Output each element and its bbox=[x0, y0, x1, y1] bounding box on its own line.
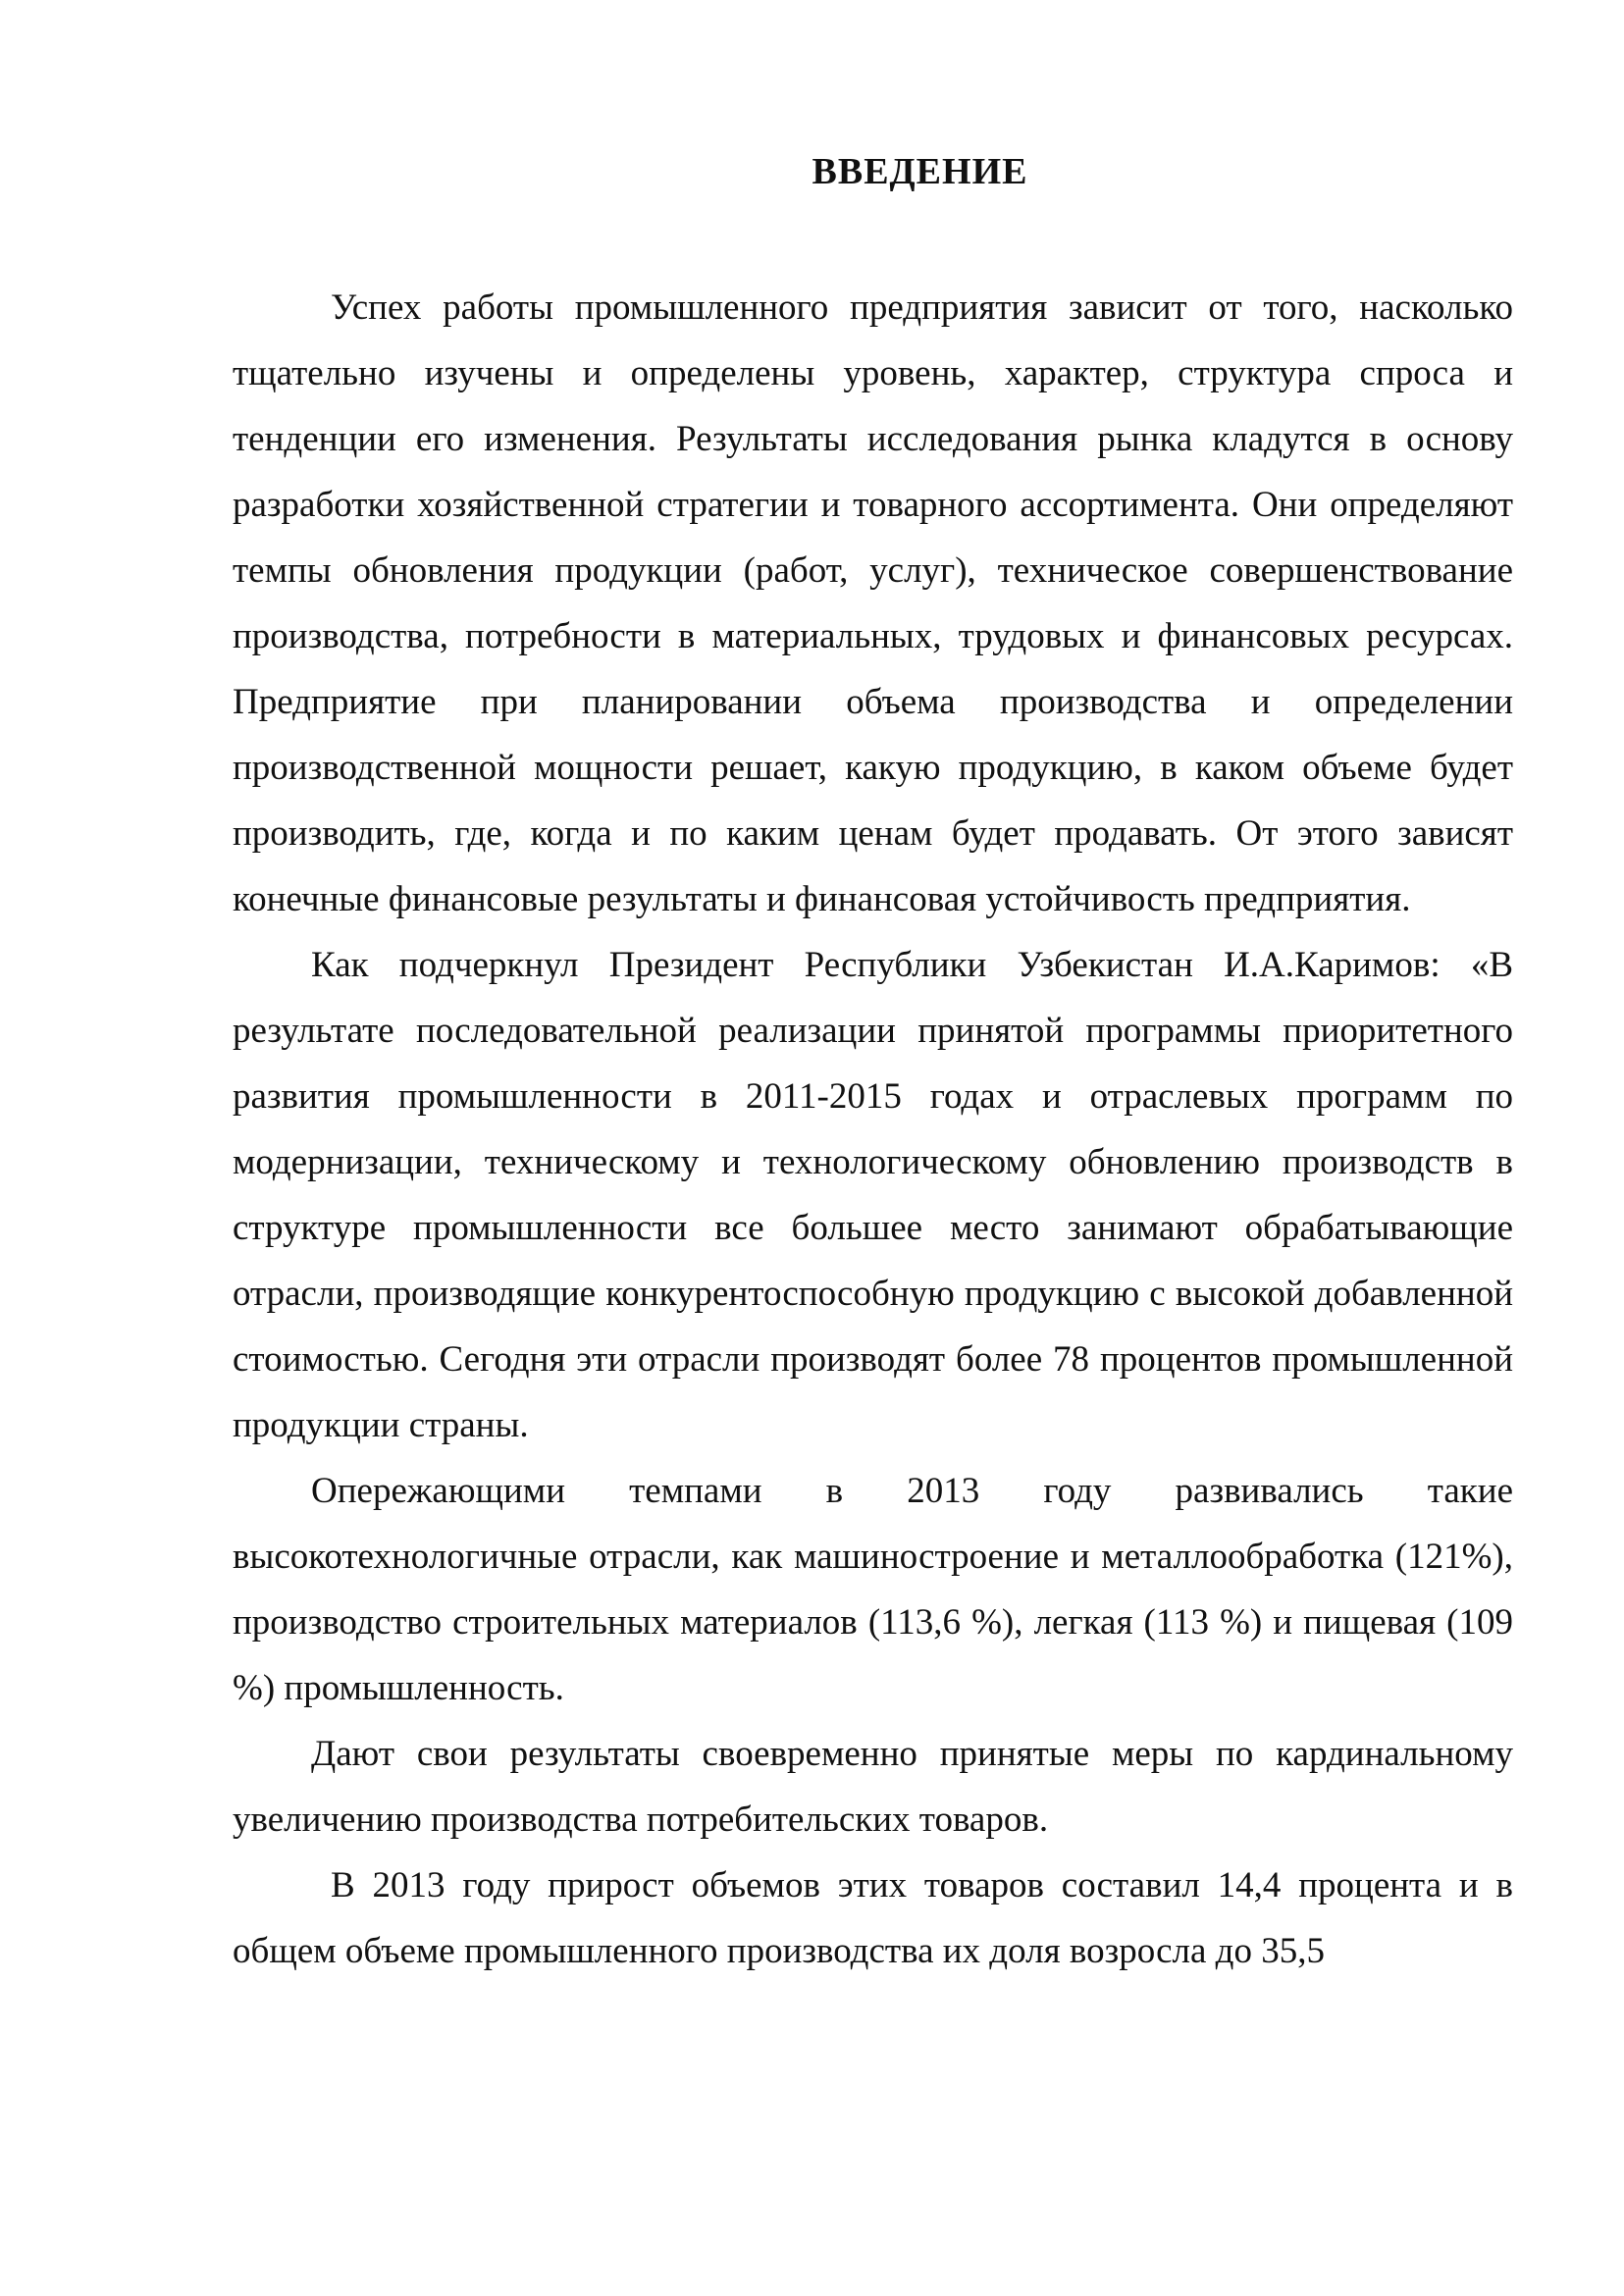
page-title: ВВЕДЕНИЕ bbox=[812, 151, 1028, 192]
paragraph-3: Опережающими темпами в 2013 году развивались такие высокотехнологичные отрасли, как машиностроение и металлообработка (121%), производство строительных материалов (113,6 %), легкая (113 %) и пищевая (109 %) промышленность. bbox=[233, 1471, 1513, 1708]
document-body bbox=[233, 275, 1513, 1984]
paragraph-2: Как подчеркнул Президент Республики Узбекистан И.А.Каримов: «В результате последовательной реализации принятой программы приоритетного развития промышленности в 2011-2015 годах и отраслевых программ по модернизации, техническому и технологическому обновлению производств в структуре промышленности все большее место занимают обрабатывающие отрасли, производящие конкурентоспособную продукцию с высокой добавленной стоимостью. Сегодня эти отрасли производят более 78 процентов промышленной продукции страны. bbox=[233, 945, 1513, 1445]
paragraph-4: Дают свои результаты своевременно принятые меры по кардинальному увеличению производства потребительских товаров. bbox=[233, 1734, 1513, 1840]
paragraph-1: Успех работы промышленного предприятия зависит от того, насколько тщательно изучены и определены уровень, характер, структура спроса и тенденции его изменения. Результаты исследования рынка кладутся в основу разработки хозяйственной стратегии и товарного ассортимента. Они определяют темпы обновления продукции (работ, услуг), техническое совершенствование производства, потребности в материальных, трудовых и финансовых ресурсах. Предприятие при планировании объема производства и определении производственной мощности решает, какую продукцию, в каком объеме будет производить, где, когда и по каким ценам будет продавать. От этого зависят конечные финансовые результаты и финансовая устойчивость предприятия. bbox=[233, 287, 1513, 919]
paragraph-5: В 2013 году прирост объемов этих товаров составил 14,4 процента и в общем объеме промышленного производства их доля возросла до 35,5 bbox=[233, 1865, 1513, 1971]
